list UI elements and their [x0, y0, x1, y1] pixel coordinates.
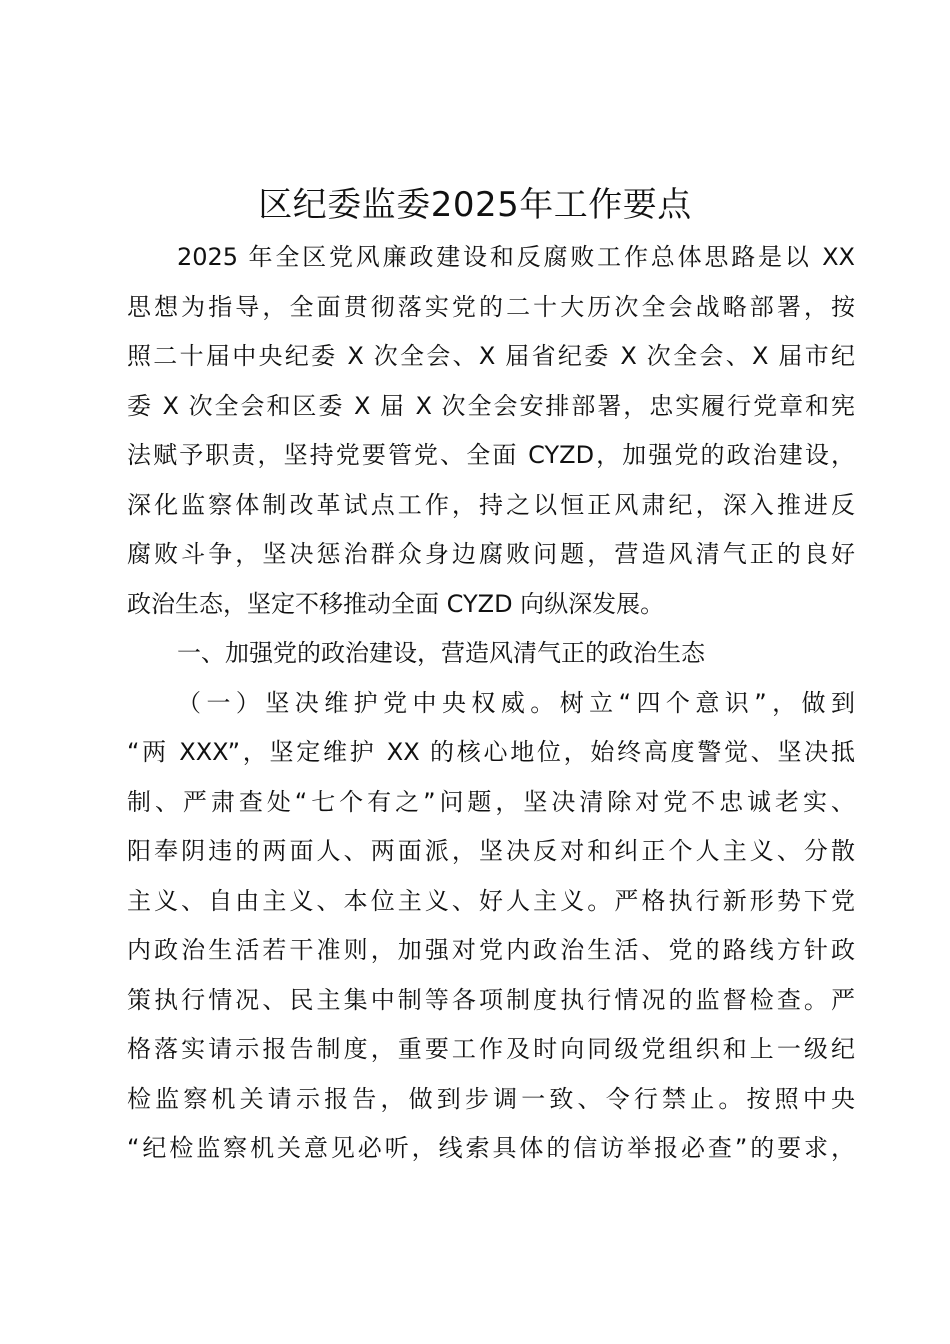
paragraph-line: 思想为指导，全面贯彻落实党的二十大历次全会战略部署，按 — [127, 292, 855, 321]
paragraph-line: “两 XXX”，坚定维护 XX 的核心地位，始终高度警觉、坚决抵 — [127, 738, 855, 766]
paragraph-line: （一）坚决维护党中央权威。树立“四个意识”，做到 — [177, 688, 855, 717]
paragraph-line: 制、严肃查处“七个有之”问题，坚决清除对党不忠诚老实、 — [127, 787, 855, 816]
paragraph-line: 策执行情况、民主集中制等各项制度执行情况的监督检查。严 — [127, 985, 855, 1014]
paragraph-line: 法赋予职责，坚持党要管党、全面 CYZD，加强党的政治建设， — [127, 441, 855, 469]
paragraph-line: 检监察机关请示报告，做到步调一致、令行禁止。按照中央 — [127, 1084, 855, 1113]
paragraph-line: 主义、自由主义、本位主义、好人主义。严格执行新形势下党 — [127, 886, 855, 915]
document-body — [127, 233, 855, 1174]
paragraph-line: 腐败斗争，坚决惩治群众身边腐败问题，营造风清气正的良好 — [127, 540, 855, 568]
paragraph-line: 2025 年全区党风廉政建设和反腐败工作总体思路是以 XX — [177, 243, 855, 271]
paragraph-line: “纪检监察机关意见必听，线索具体的信访举报必查”的要求， — [127, 1134, 855, 1162]
paragraph-line: 照二十届中央纪委 X 次全会、X 届省纪委 X 次全会、X 届市纪 — [127, 342, 855, 370]
paragraph-line: 政治生态，坚定不移推动全面 CYZD 向纵深发展。 — [127, 589, 665, 618]
paragraph-line: 格落实请示报告制度，重要工作及时向同级党组织和上一级纪 — [127, 1035, 855, 1063]
paragraph-line: 委 X 次全会和区委 X 届 X 次全会安排部署，忠实履行党章和宪 — [127, 391, 855, 420]
paragraph-line: 深化监察体制改革试点工作，持之以恒正风肃纪，深入推进反 — [127, 490, 855, 519]
section-heading: 一、加强党的政治建设，营造风清气正的政治生态 — [177, 639, 705, 667]
paragraph-line: 内政治生活若干准则，加强对党内政治生活、党的路线方针政 — [127, 936, 855, 964]
paragraph-line: 阳奉阴违的两面人、两面派，坚决反对和纠正个人主义、分散 — [127, 837, 855, 865]
document-title: 区纪委监委2025年工作要点 — [258, 185, 692, 225]
